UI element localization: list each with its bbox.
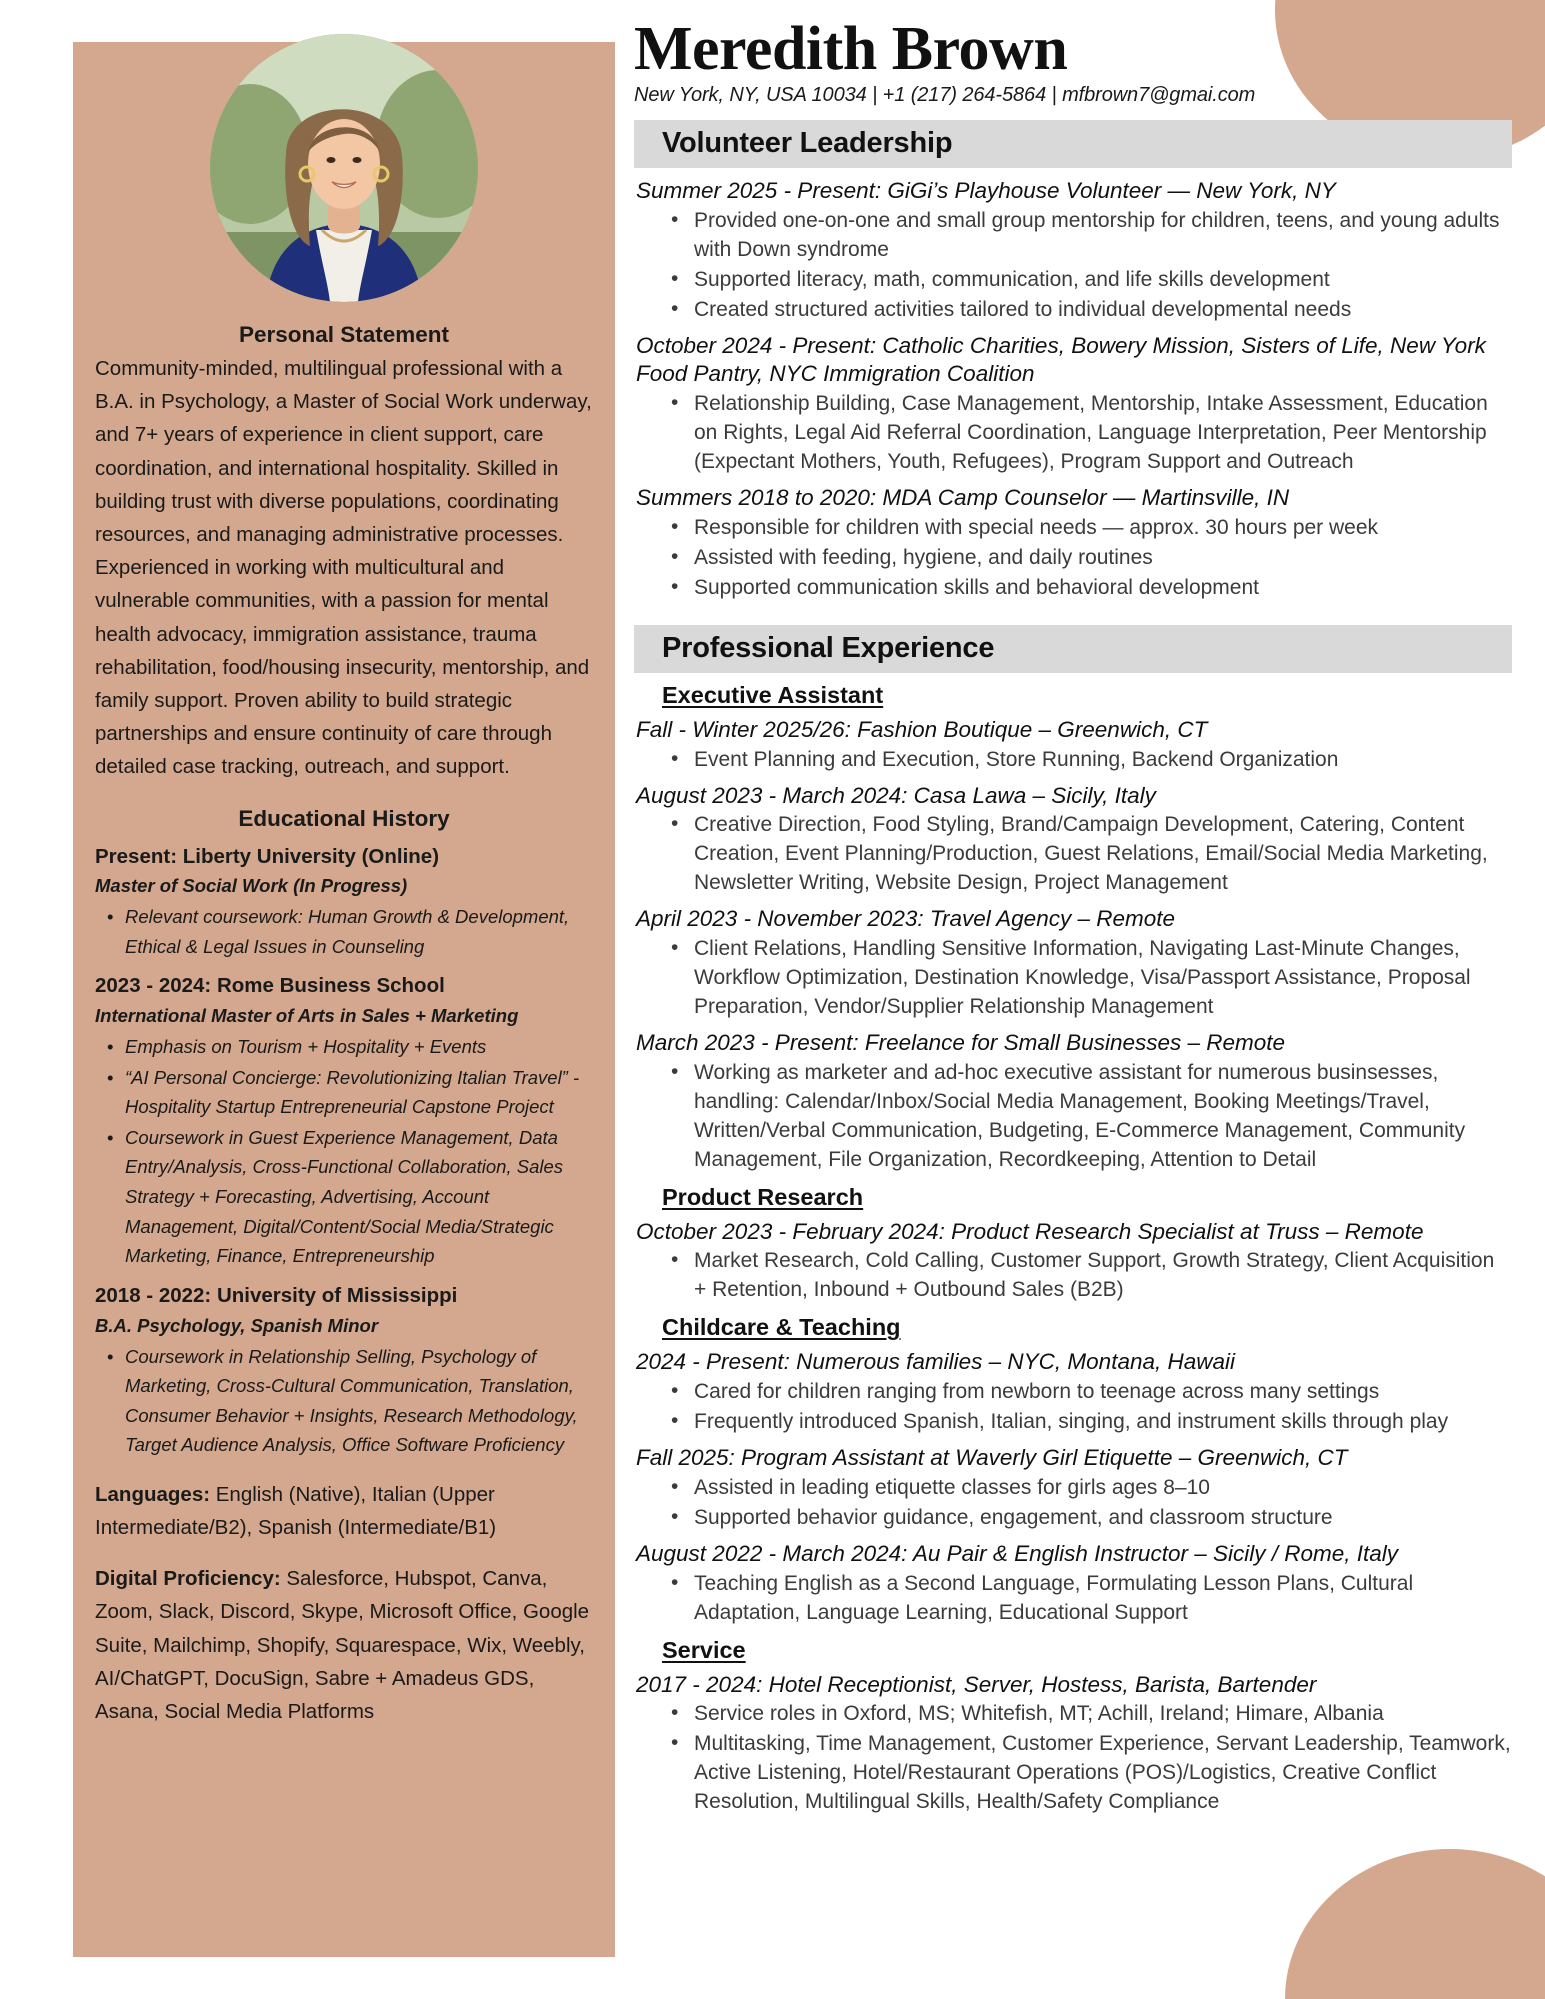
education-degree: Master of Social Work (In Progress)	[95, 875, 408, 897]
entry-bullet-list	[634, 811, 1512, 898]
volunteer-entry	[634, 484, 1512, 603]
languages-row	[95, 1478, 593, 1544]
entry-bullet-list	[634, 1700, 1512, 1817]
entry-role: March 2023 - Present: Freelance for Small Businesses – Remote	[636, 1029, 1286, 1055]
experience-entry	[634, 905, 1512, 1022]
list-item: • Relationship Building, Case Management, Mentorship, Intake Assessment, Education on Rights, Legal Aid Referral Coordination, Language Interpretation, Peer Mentorship (Expectant Mothers, Youth, Refugees), Program Support and Outreach	[634, 390, 1512, 477]
experience-entry	[634, 1444, 1512, 1533]
subsection-childcare-teaching: Childcare & Teaching	[662, 1314, 901, 1341]
section-band-professional-experience: Professional Experience	[634, 625, 1512, 673]
education-bullet-list	[95, 1032, 593, 1271]
list-item: • Supported behavior guidance, engagement, and classroom structure	[634, 1504, 1512, 1533]
list-item: • Emphasis on Tourism + Hospitality + Events	[95, 1032, 593, 1062]
entry-bullet-list	[634, 935, 1512, 1022]
entry-role: 2017 - 2024: Hotel Receptionist, Server, Hostess, Barista, Bartender	[636, 1671, 1317, 1697]
entry-bullet-list	[634, 390, 1512, 477]
entry-bullet-list	[634, 746, 1512, 775]
contact-line: New York, NY, USA 10034 | +1 (217) 264-5864 | mfbrown7@gmai.com	[634, 83, 1256, 106]
main-content	[634, 15, 1512, 1818]
volunteer-entry	[634, 332, 1512, 478]
subsection-executive-assistant: Executive Assistant	[662, 681, 884, 708]
education-bullet-list	[95, 902, 593, 961]
list-item: • Client Relations, Handling Sensitive Information, Navigating Last-Minute Changes, Workflow Optimization, Destination Knowledge, Visa/Passport Assistance, Proposal Preparation, Vendor/Supplier Relationship Management	[634, 935, 1512, 1022]
experience-entry	[634, 716, 1512, 775]
list-item: • Assisted in leading etiquette classes for girls ages 8–10	[634, 1474, 1512, 1503]
education-degree: B.A. Psychology, Spanish Minor	[95, 1314, 379, 1336]
list-item: • “AI Personal Concierge: Revolutionizing Italian Travel” - Hospitality Startup Entrepreneurial Capstone Project	[95, 1063, 593, 1122]
page-title: Meredith Brown	[634, 15, 1068, 83]
digital-proficiency-row	[95, 1562, 593, 1728]
list-item: • Coursework in Relationship Selling, Psychology of Marketing, Cross-Cultural Communication, Translation, Consumer Behavior + Insights, Research Methodology, Target Audience Analysis, Office Software Proficiency	[95, 1342, 593, 1460]
list-item: • Assisted with feeding, hygiene, and daily routines	[634, 544, 1512, 573]
experience-entry	[634, 1540, 1512, 1628]
list-item: • Creative Direction, Food Styling, Brand/Campaign Development, Catering, Content Creation, Event Planning/Production, Guest Relations, Email/Social Media Marketing, Newsletter Writing, Website Design, Project Management	[634, 811, 1512, 898]
entry-role: Fall - Winter 2025/26: Fashion Boutique – Greenwich, CT	[636, 716, 1208, 742]
list-item: • Coursework in Guest Experience Management, Data Entry/Analysis, Cross-Functional Collaboration, Sales Strategy + Forecasting, Advertising, Account Management, Digital/Content/Social Media/Strategic Marketing, Finance, Entrepreneurship	[95, 1123, 593, 1271]
experience-entry	[634, 1348, 1512, 1437]
languages-label: Languages:	[95, 1482, 211, 1506]
entry-role: August 2023 - March 2024: Casa Lawa – Sicily, Italy	[636, 782, 1156, 808]
education-degree: International Master of Arts in Sales + Marketing	[95, 1005, 519, 1027]
education-entry	[95, 843, 593, 962]
entry-bullet-list	[634, 1059, 1512, 1175]
list-item: • Market Research, Cold Calling, Customer Support, Growth Strategy, Client Acquisition + Retention, Inbound + Outbound Sales (B2B)	[634, 1247, 1512, 1305]
section-band-volunteer-leadership: Volunteer Leadership	[634, 120, 1512, 168]
education-bullet-list	[95, 1342, 593, 1460]
entry-bullet-list	[634, 1474, 1512, 1533]
education-school: 2018 - 2022: University of Mississippi	[95, 1283, 458, 1307]
list-item: • Relevant coursework: Human Growth & Development, Ethical & Legal Issues in Counseling	[95, 902, 593, 961]
list-item: • Working as marketer and ad-hoc executive assistant for numerous businsesses, handling: Calendar/Inbox/Social Media Management, Booking Meetings/Travel, Written/Verbal Communication, Budgeting, E-Commerce Management, Community Management, File Organization, Recordkeeping, Attention to Detail	[634, 1059, 1512, 1175]
entry-bullet-list	[634, 1378, 1512, 1437]
entry-role: April 2023 - November 2023: Travel Agency – Remote	[636, 906, 1176, 932]
entry-bullet-list	[634, 207, 1512, 325]
subsection-product-research: Product Research	[662, 1183, 864, 1210]
subsection-service: Service	[662, 1636, 746, 1663]
list-item: • Supported communication skills and behavioral development	[634, 574, 1512, 603]
decorative-blob-bottom-right	[1285, 1849, 1545, 1999]
entry-role: August 2022 - March 2024: Au Pair & English Instructor – Sicily / Rome, Italy	[636, 1540, 1399, 1566]
sidebar	[73, 42, 615, 1957]
experience-entry	[634, 782, 1512, 899]
digital-proficiency-value: Salesforce, Hubspot, Canva, Zoom, Slack, Discord, Skype, Microsoft Office, Google Suite, Mailchimp, Shopify, Squarespace, Wix, Weebly, AI/ChatGPT, DocuSign, Sabre + Amadeus GDS, Asana, Social Media Platforms	[95, 1567, 590, 1724]
entry-role: October 2024 - Present: Catholic Charities, Bowery Mission, Sisters of Life, New York Food Pantry, NYC Immigration Coalition	[636, 332, 1486, 387]
list-item: • Event Planning and Execution, Store Running, Backend Organization	[634, 746, 1512, 775]
experience-entry	[634, 1218, 1512, 1306]
list-item: • Provided one-on-one and small group mentorship for children, teens, and young adults with Down syndrome	[634, 207, 1512, 265]
list-item: • Frequently introduced Spanish, Italian, singing, and instrument skills through play	[634, 1408, 1512, 1437]
education-entry	[95, 972, 593, 1270]
list-item: • Created structured activities tailored to individual developmental needs	[634, 296, 1512, 325]
personal-statement-title: Personal Statement	[238, 322, 450, 347]
personal-statement-body: Community-minded, multilingual professional with a B.A. in Psychology, a Master of Social Work underway, and 7+ years of experience in client support, care coordination, and international hospitality. Skilled in building trust with diverse populations, coordinating resources, and managing administrative processes. Experienced in working with multicultural and vulnerable communities, with a passion for mental health advocacy, immigration assistance, trauma rehabilitation, food/housing insecurity, mentorship, and family support. Proven ability to build strategic partnerships and ensure continuity of care through detailed case tracking, outreach, and support.	[95, 357, 592, 779]
entry-role: Fall 2025: Program Assistant at Waverly Girl Etiquette – Greenwich, CT	[636, 1445, 1348, 1471]
experience-entry	[634, 1671, 1512, 1818]
list-item: • Cared for children ranging from newborn to teenage across many settings	[634, 1378, 1512, 1407]
list-item: • Service roles in Oxford, MS; Whitefish, MT; Achill, Ireland; Himare, Albania	[634, 1700, 1512, 1729]
education-school: Present: Liberty University (Online)	[95, 844, 440, 868]
entry-role: October 2023 - February 2024: Product Research Specialist at Truss – Remote	[636, 1218, 1424, 1244]
entry-role: 2024 - Present: Numerous families – NYC, Montana, Hawaii	[636, 1349, 1236, 1375]
languages-value: English (Native), Italian (Upper Intermediate/B2), Spanish (Intermediate/B1)	[95, 1482, 497, 1540]
entry-bullet-list	[634, 514, 1512, 603]
portrait-photo-icon	[210, 34, 478, 302]
experience-entry	[634, 1029, 1512, 1175]
digital-proficiency-label: Digital Proficiency:	[95, 1567, 281, 1591]
entry-bullet-list	[634, 1570, 1512, 1628]
list-item: • Supported literacy, math, communication, and life skills development	[634, 266, 1512, 295]
entry-role: Summer 2025 - Present: GiGi’s Playhouse Volunteer — New York, NY	[636, 177, 1336, 203]
list-item: • Responsible for children with special needs — approx. 30 hours per week	[634, 514, 1512, 543]
educational-history-title: Educational History	[238, 805, 450, 831]
entry-bullet-list	[634, 1247, 1512, 1305]
list-item: • Multitasking, Time Management, Customer Experience, Servant Leadership, Teamwork, Active Listening, Hotel/Restaurant Operations (POS)/Logistics, Creative Conflict Resolution, Multilingual Skills, Health/Safety Compliance	[634, 1730, 1512, 1817]
education-school: 2023 - 2024: Rome Business School	[95, 974, 445, 998]
avatar	[210, 34, 478, 302]
entry-role: Summers 2018 to 2020: MDA Camp Counselor — Martinsville, IN	[636, 485, 1290, 511]
list-item: • Teaching English as a Second Language, Formulating Lesson Plans, Cultural Adaptation, Language Learning, Educational Support	[634, 1570, 1512, 1628]
volunteer-entry	[634, 177, 1512, 325]
education-entry	[95, 1282, 593, 1460]
